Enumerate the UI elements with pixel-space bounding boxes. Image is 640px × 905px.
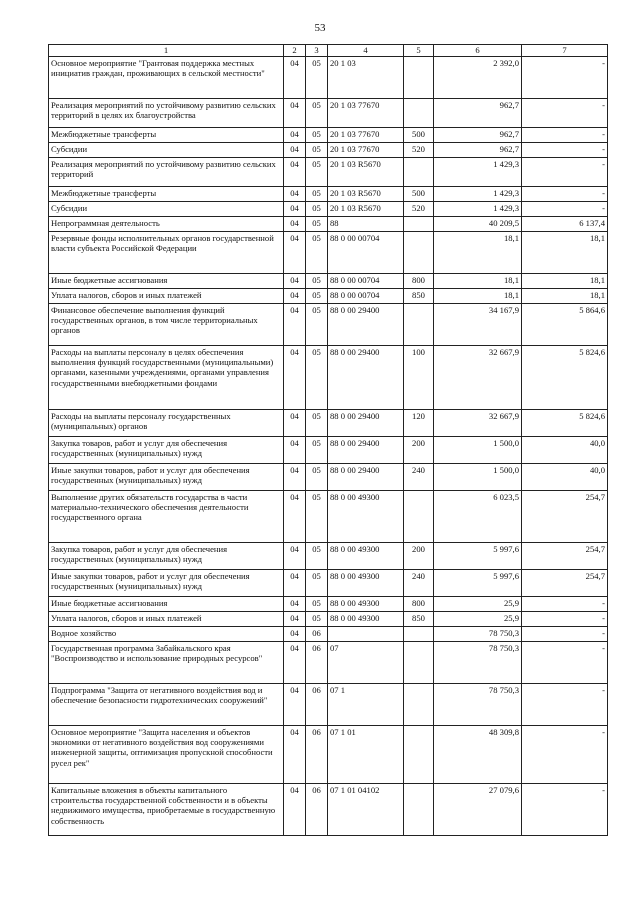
row-subsection-cell: 05 [306, 597, 328, 612]
row-section-cell: 04 [284, 128, 306, 143]
table-row [49, 597, 608, 612]
row-expense-type-cell: 200 [404, 437, 434, 464]
table-row [49, 543, 608, 570]
row-amount-cell: 25,9 [434, 612, 522, 627]
row-amount-federal-cell: 40,0 [522, 464, 608, 491]
row-amount-cell: 48 309,8 [434, 726, 522, 784]
row-name-cell: Основное мероприятие "Грантовая поддержка местных инициатив граждан, проживающих в сельской местности" [49, 57, 284, 99]
row-subsection-cell: 05 [306, 464, 328, 491]
row-amount-federal-cell: - [522, 202, 608, 217]
table-row [49, 99, 608, 128]
row-subsection-cell: 06 [306, 684, 328, 726]
row-target-code-cell: 20 1 03 R5670 [328, 202, 404, 217]
row-amount-cell: 5 997,6 [434, 570, 522, 597]
row-amount-federal-cell: - [522, 784, 608, 836]
row-target-code-cell: 88 0 00 29400 [328, 437, 404, 464]
row-section-cell: 04 [284, 274, 306, 289]
row-subsection-cell: 05 [306, 202, 328, 217]
row-subsection-cell: 06 [306, 726, 328, 784]
row-name-cell: Государственная программа Забайкальского края "Воспроизводство и использование природных ресурсов" [49, 642, 284, 684]
row-name-cell: Иные бюджетные ассигнования [49, 597, 284, 612]
row-amount-federal-cell: 5 864,6 [522, 304, 608, 346]
table-row [49, 232, 608, 274]
row-amount-cell: 1 500,0 [434, 464, 522, 491]
row-target-code-cell: 88 0 00 29400 [328, 410, 404, 437]
row-subsection-cell: 06 [306, 784, 328, 836]
row-section-cell: 04 [284, 57, 306, 99]
col-header-6: 6 [434, 45, 522, 57]
row-expense-type-cell [404, 99, 434, 128]
row-expense-type-cell: 800 [404, 274, 434, 289]
table-row [49, 57, 608, 99]
row-subsection-cell: 05 [306, 304, 328, 346]
row-target-code-cell: 88 [328, 217, 404, 232]
row-amount-federal-cell: - [522, 627, 608, 642]
row-name-cell: Подпрограмма "Защита от негативного воздействия вод и обеспечение безопасности гидротехнических сооружений" [49, 684, 284, 726]
row-amount-cell: 5 997,6 [434, 543, 522, 570]
row-amount-federal-cell: 5 824,6 [522, 346, 608, 410]
row-section-cell: 04 [284, 784, 306, 836]
col-header-2: 2 [284, 45, 306, 57]
row-expense-type-cell [404, 726, 434, 784]
row-section-cell: 04 [284, 726, 306, 784]
row-amount-federal-cell: - [522, 99, 608, 128]
row-section-cell: 04 [284, 684, 306, 726]
row-target-code-cell: 07 1 01 [328, 726, 404, 784]
row-subsection-cell: 05 [306, 612, 328, 627]
col-header-4: 4 [328, 45, 404, 57]
row-expense-type-cell [404, 684, 434, 726]
row-name-cell: Непрограммная деятельность [49, 217, 284, 232]
row-section-cell: 04 [284, 570, 306, 597]
row-target-code-cell: 07 1 [328, 684, 404, 726]
row-name-cell: Субсидии [49, 202, 284, 217]
row-target-code-cell: 88 0 00 29400 [328, 464, 404, 491]
row-expense-type-cell: 520 [404, 143, 434, 158]
row-amount-cell: 27 079,6 [434, 784, 522, 836]
row-section-cell: 04 [284, 143, 306, 158]
row-section-cell: 04 [284, 232, 306, 274]
table-row [49, 346, 608, 410]
header-row [49, 45, 608, 57]
table-row [49, 128, 608, 143]
row-subsection-cell: 05 [306, 410, 328, 437]
row-amount-cell: 40 209,5 [434, 217, 522, 232]
row-target-code-cell: 88 0 00 49300 [328, 543, 404, 570]
row-target-code-cell: 88 0 00 49300 [328, 612, 404, 627]
row-name-cell: Иные бюджетные ассигнования [49, 274, 284, 289]
row-amount-cell: 32 667,9 [434, 346, 522, 410]
table-row [49, 217, 608, 232]
row-section-cell: 04 [284, 99, 306, 128]
row-target-code-cell: 88 0 00 49300 [328, 491, 404, 543]
table-row [49, 726, 608, 784]
row-expense-type-cell: 240 [404, 464, 434, 491]
row-section-cell: 04 [284, 437, 306, 464]
row-name-cell: Основное мероприятие "Защита населения и объектов экономики от негативного воздействия вод сооружениями инженерной защиты, оптимизация пропускной способности русел рек" [49, 726, 284, 784]
row-subsection-cell: 05 [306, 232, 328, 274]
row-name-cell: Иные закупки товаров, работ и услуг для обеспечения государственных (муниципальных) нужд [49, 570, 284, 597]
row-amount-federal-cell: 254,7 [522, 543, 608, 570]
row-amount-federal-cell: 5 824,6 [522, 410, 608, 437]
table-row [49, 570, 608, 597]
row-target-code-cell: 07 1 01 04102 [328, 784, 404, 836]
row-amount-cell: 25,9 [434, 597, 522, 612]
row-subsection-cell: 05 [306, 346, 328, 410]
row-amount-federal-cell: - [522, 612, 608, 627]
row-amount-federal-cell: 254,7 [522, 491, 608, 543]
row-amount-federal-cell: - [522, 642, 608, 684]
row-amount-cell: 962,7 [434, 99, 522, 128]
row-amount-federal-cell: 254,7 [522, 570, 608, 597]
row-name-cell: Иные закупки товаров, работ и услуг для обеспечения государственных (муниципальных) нужд [49, 464, 284, 491]
row-amount-federal-cell: - [522, 597, 608, 612]
row-target-code-cell: 20 1 03 [328, 57, 404, 99]
row-name-cell: Резервные фонды исполнительных органов государственной власти субъекта Российской Федерации [49, 232, 284, 274]
table-row [49, 627, 608, 642]
row-name-cell: Субсидии [49, 143, 284, 158]
row-amount-federal-cell: 18,1 [522, 289, 608, 304]
row-subsection-cell: 05 [306, 274, 328, 289]
table-row [49, 274, 608, 289]
table-row [49, 464, 608, 491]
row-target-code-cell: 88 0 00 00704 [328, 289, 404, 304]
row-name-cell: Расходы на выплаты персоналу государственных (муниципальных) органов [49, 410, 284, 437]
row-amount-federal-cell: - [522, 726, 608, 784]
row-name-cell: Капитальные вложения в объекты капитального строительства государственной собственности и в объекты недвижимого имущества, приобретаемые в государственную собственность [49, 784, 284, 836]
row-subsection-cell: 05 [306, 437, 328, 464]
row-subsection-cell: 05 [306, 217, 328, 232]
row-name-cell: Уплата налогов, сборов и иных платежей [49, 289, 284, 304]
row-expense-type-cell [404, 57, 434, 99]
row-amount-federal-cell: 6 137,4 [522, 217, 608, 232]
row-amount-federal-cell: 18,1 [522, 274, 608, 289]
table-row [49, 202, 608, 217]
row-name-cell: Закупка товаров, работ и услуг для обеспечения государственных (муниципальных) нужд [49, 543, 284, 570]
row-expense-type-cell: 240 [404, 570, 434, 597]
row-amount-cell: 78 750,3 [434, 684, 522, 726]
row-section-cell: 04 [284, 464, 306, 491]
row-subsection-cell: 05 [306, 543, 328, 570]
row-expense-type-cell: 500 [404, 128, 434, 143]
table-row [49, 304, 608, 346]
table-row [49, 642, 608, 684]
row-section-cell: 04 [284, 304, 306, 346]
row-expense-type-cell: 850 [404, 289, 434, 304]
row-amount-cell: 18,1 [434, 232, 522, 274]
row-name-cell: Финансовое обеспечение выполнения функций государственных органов, в том числе территориальных органов [49, 304, 284, 346]
row-expense-type-cell: 120 [404, 410, 434, 437]
row-expense-type-cell: 200 [404, 543, 434, 570]
row-section-cell: 04 [284, 289, 306, 304]
col-header-1: 1 [49, 45, 284, 57]
budget-table [48, 44, 608, 836]
row-expense-type-cell [404, 158, 434, 187]
row-target-code-cell: 07 [328, 642, 404, 684]
row-amount-cell: 18,1 [434, 274, 522, 289]
row-target-code-cell: 20 1 03 77670 [328, 143, 404, 158]
row-amount-federal-cell: - [522, 57, 608, 99]
table-row [49, 491, 608, 543]
row-target-code-cell: 88 0 00 29400 [328, 304, 404, 346]
row-name-cell: Реализация мероприятий по устойчивому развитию сельских территорий в целях их благоустройства [49, 99, 284, 128]
row-amount-cell: 18,1 [434, 289, 522, 304]
row-subsection-cell: 05 [306, 143, 328, 158]
row-target-code-cell: 20 1 03 R5670 [328, 187, 404, 202]
row-name-cell: Выполнение других обязательств государства в части материально-технического обеспечения деятельности государственного органа [49, 491, 284, 543]
row-subsection-cell: 06 [306, 642, 328, 684]
row-section-cell: 04 [284, 187, 306, 202]
col-header-5: 5 [404, 45, 434, 57]
row-expense-type-cell: 520 [404, 202, 434, 217]
row-amount-cell: 32 667,9 [434, 410, 522, 437]
row-amount-cell: 78 750,3 [434, 642, 522, 684]
row-section-cell: 04 [284, 597, 306, 612]
table-row [49, 289, 608, 304]
row-target-code-cell [328, 627, 404, 642]
row-expense-type-cell [404, 642, 434, 684]
row-amount-cell: 962,7 [434, 143, 522, 158]
row-amount-federal-cell: 40,0 [522, 437, 608, 464]
row-expense-type-cell [404, 784, 434, 836]
row-amount-federal-cell: - [522, 143, 608, 158]
row-expense-type-cell [404, 491, 434, 543]
row-amount-federal-cell: - [522, 128, 608, 143]
col-header-7: 7 [522, 45, 608, 57]
row-expense-type-cell [404, 304, 434, 346]
row-subsection-cell: 05 [306, 128, 328, 143]
row-target-code-cell: 88 0 00 49300 [328, 570, 404, 597]
row-section-cell: 04 [284, 217, 306, 232]
row-target-code-cell: 88 0 00 29400 [328, 346, 404, 410]
row-target-code-cell: 20 1 03 77670 [328, 99, 404, 128]
row-amount-federal-cell: - [522, 187, 608, 202]
row-subsection-cell: 06 [306, 627, 328, 642]
row-amount-cell: 962,7 [434, 128, 522, 143]
row-amount-cell: 1 500,0 [434, 437, 522, 464]
row-target-code-cell: 88 0 00 00704 [328, 274, 404, 289]
row-subsection-cell: 05 [306, 491, 328, 543]
row-subsection-cell: 05 [306, 57, 328, 99]
row-amount-cell: 2 392,0 [434, 57, 522, 99]
table-row [49, 143, 608, 158]
col-header-3: 3 [306, 45, 328, 57]
row-amount-cell: 78 750,3 [434, 627, 522, 642]
row-section-cell: 04 [284, 627, 306, 642]
row-expense-type-cell: 850 [404, 612, 434, 627]
table-row [49, 784, 608, 836]
table-row [49, 437, 608, 464]
row-subsection-cell: 05 [306, 570, 328, 597]
row-amount-federal-cell: - [522, 684, 608, 726]
row-section-cell: 04 [284, 642, 306, 684]
row-section-cell: 04 [284, 158, 306, 187]
row-target-code-cell: 20 1 03 77670 [328, 128, 404, 143]
row-name-cell: Межбюджетные трансферты [49, 128, 284, 143]
row-name-cell: Уплата налогов, сборов и иных платежей [49, 612, 284, 627]
row-name-cell: Закупка товаров, работ и услуг для обеспечения государственных (муниципальных) нужд [49, 437, 284, 464]
row-expense-type-cell: 800 [404, 597, 434, 612]
row-section-cell: 04 [284, 491, 306, 543]
row-expense-type-cell: 100 [404, 346, 434, 410]
row-amount-federal-cell: 18,1 [522, 232, 608, 274]
page-number: 53 [314, 22, 326, 34]
row-expense-type-cell: 500 [404, 187, 434, 202]
row-expense-type-cell [404, 627, 434, 642]
row-amount-cell: 34 167,9 [434, 304, 522, 346]
row-subsection-cell: 05 [306, 158, 328, 187]
row-amount-federal-cell: - [522, 158, 608, 187]
row-expense-type-cell [404, 232, 434, 274]
row-target-code-cell: 88 0 00 00704 [328, 232, 404, 274]
row-subsection-cell: 05 [306, 289, 328, 304]
table-row [49, 612, 608, 627]
table-row [49, 158, 608, 187]
row-section-cell: 04 [284, 202, 306, 217]
table-row [49, 187, 608, 202]
table-row [49, 684, 608, 726]
row-amount-cell: 1 429,3 [434, 202, 522, 217]
row-section-cell: 04 [284, 612, 306, 627]
row-target-code-cell: 88 0 00 49300 [328, 597, 404, 612]
row-target-code-cell: 20 1 03 R5670 [328, 158, 404, 187]
row-section-cell: 04 [284, 410, 306, 437]
row-name-cell: Водное хозяйство [49, 627, 284, 642]
row-section-cell: 04 [284, 346, 306, 410]
table-row [49, 410, 608, 437]
row-section-cell: 04 [284, 543, 306, 570]
row-name-cell: Межбюджетные трансферты [49, 187, 284, 202]
row-amount-cell: 1 429,3 [434, 187, 522, 202]
row-subsection-cell: 05 [306, 99, 328, 128]
row-amount-cell: 6 023,5 [434, 491, 522, 543]
row-expense-type-cell [404, 217, 434, 232]
row-subsection-cell: 05 [306, 187, 328, 202]
row-name-cell: Реализация мероприятий по устойчивому развитию сельских территорий [49, 158, 284, 187]
row-amount-cell: 1 429,3 [434, 158, 522, 187]
row-name-cell: Расходы на выплаты персоналу в целях обеспечения выполнения функций государственными (муниципальными) органами, казенными учреждениями, органами управления государственными внебюджетными фондами [49, 346, 284, 410]
